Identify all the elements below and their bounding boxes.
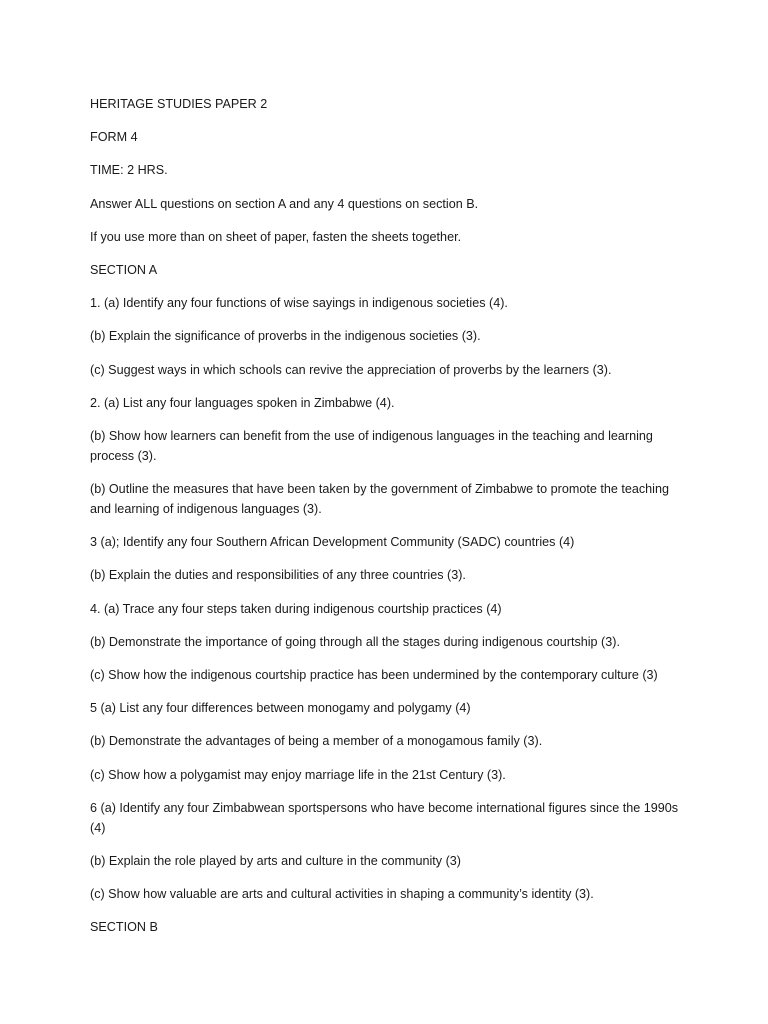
section-a-heading: SECTION A — [90, 262, 158, 277]
question-6a: 6 (a) Identify any four Zimbabwean sportspersons who have become international figures since the 1990s (4) — [90, 800, 679, 835]
question-5c: (c) Show how a polygamist may enjoy marriage life in the 21st Century (3). — [90, 767, 506, 782]
question-2b: (b) Show how learners can benefit from the use of indigenous languages in the teaching and learning process (3). — [90, 428, 653, 463]
question-6b: (b) Explain the role played by arts and culture in the community (3) — [90, 853, 461, 868]
question-2b-second: (b) Outline the measures that have been taken by the government of Zimbabwe to promote the teaching and learning of indigenous languages (3). — [90, 482, 669, 517]
question-3a: 3 (a); Identify any four Southern African Development Community (SADC) countries (4) — [90, 535, 575, 550]
question-5a: 5 (a) List any four differences between monogamy and polygamy (4) — [90, 701, 471, 716]
question-1c: (c) Suggest ways in which schools can revive the appreciation of proverbs by the learners (3). — [90, 362, 612, 377]
form-level: FORM 4 — [90, 130, 138, 145]
document-body — [90, 94, 680, 951]
question-1a: 1. (a) Identify any four functions of wise sayings in indigenous societies (4). — [90, 296, 508, 311]
question-2a: 2. (a) List any four languages spoken in Zimbabwe (4). — [90, 395, 395, 410]
time-allowed: TIME: 2 HRS. — [90, 163, 168, 178]
question-5b: (b) Demonstrate the advantages of being a member of a monogamous family (3). — [90, 734, 543, 749]
question-3b: (b) Explain the duties and responsibilities of any three countries (3). — [90, 568, 466, 583]
question-1b: (b) Explain the significance of proverbs in the indigenous societies (3). — [90, 329, 481, 344]
question-4b: (b) Demonstrate the importance of going through all the stages during indigenous courtship (3). — [90, 634, 620, 649]
instruction-answer: Answer ALL questions on section A and any 4 questions on section B. — [90, 196, 479, 211]
question-6c: (c) Show how valuable are arts and cultural activities in shaping a community’s identity (3). — [90, 887, 594, 902]
instruction-sheets: If you use more than on sheet of paper, fasten the sheets together. — [90, 229, 462, 244]
section-b-heading: SECTION B — [90, 920, 158, 935]
paper-title: HERITAGE STUDIES PAPER 2 — [90, 97, 268, 111]
question-4c: (c) Show how the indigenous courtship practice has been undermined by the contemporary culture (3) — [90, 668, 658, 682]
question-4a: 4. (a) Trace any four steps taken during indigenous courtship practices (4) — [90, 601, 502, 616]
